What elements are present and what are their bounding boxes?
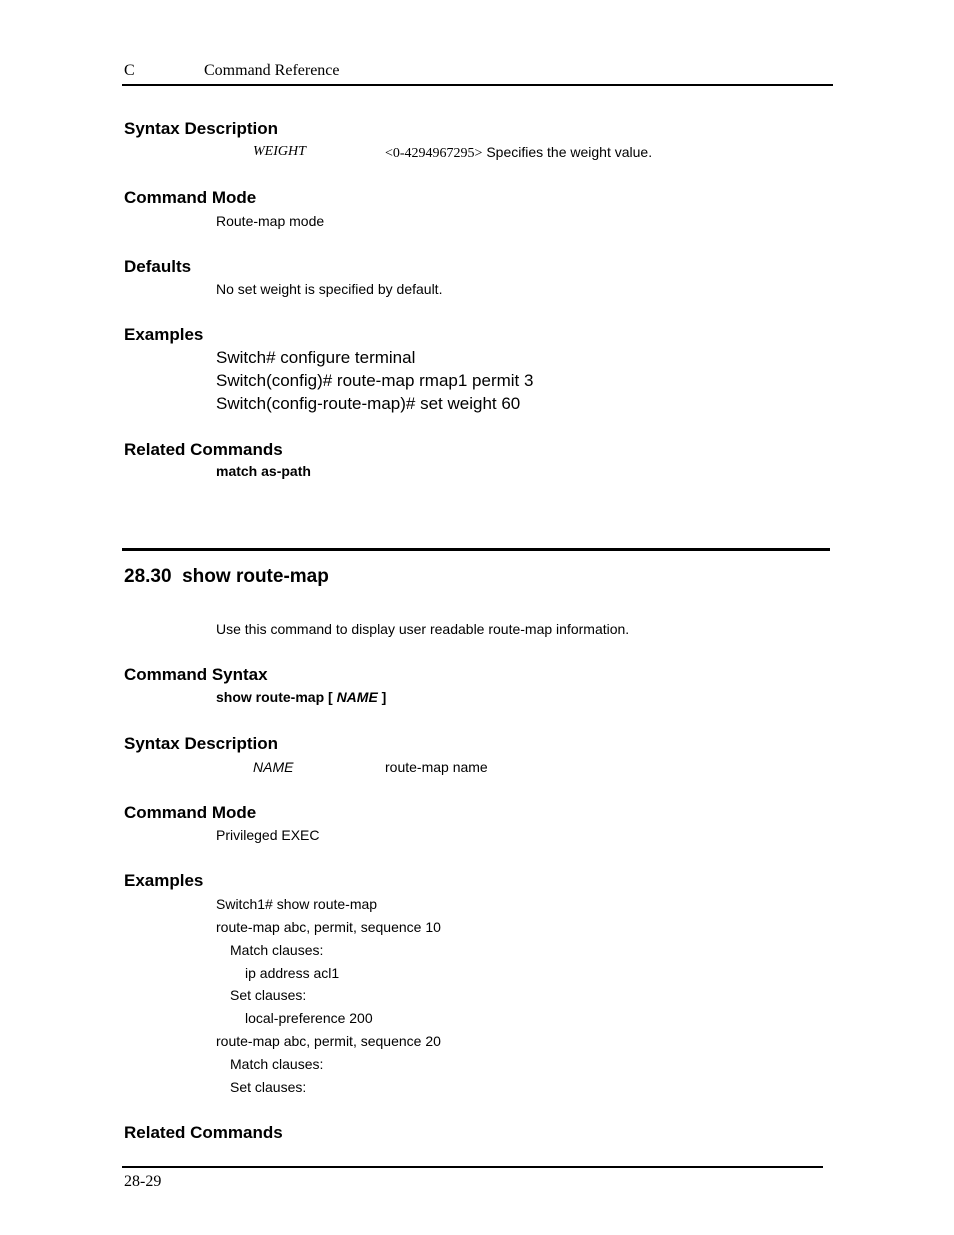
related-commands-heading: Related Commands: [124, 440, 283, 459]
command-mode-text: Route-map mode: [216, 213, 325, 229]
chapter-letter: C: [124, 62, 135, 79]
command-syntax-cmd: show route-map [: [216, 689, 337, 705]
header-rule: [122, 84, 833, 86]
section-intro: Use this command to display user readable route-map information.: [216, 621, 630, 637]
weight-range: <0-4294967295>: [385, 146, 483, 161]
examples-heading: Examples: [124, 325, 204, 344]
example-line: Switch1# show route-map: [216, 896, 378, 912]
related-commands-heading-2: Related Commands: [124, 1123, 283, 1142]
example-line: route-map abc, permit, sequence 20: [216, 1033, 441, 1049]
param-weight: WEIGHT: [253, 144, 306, 159]
param-name-desc: route-map name: [385, 759, 488, 775]
syntax-description-heading: Syntax Description: [124, 119, 278, 138]
example-line: local-preference 200: [245, 1010, 373, 1026]
defaults-text: No set weight is specified by default.: [216, 281, 443, 297]
example-line: Switch(config-route-map)# set weight 60: [216, 394, 521, 413]
param-weight-desc: [385, 144, 652, 162]
example-line: Set clauses:: [230, 987, 307, 1003]
command-mode-heading-2: Command Mode: [124, 803, 257, 822]
command-mode-text-2: Privileged EXEC: [216, 827, 320, 843]
defaults-heading: Defaults: [124, 257, 192, 276]
command-mode-heading: Command Mode: [124, 188, 257, 207]
example-line: ip address acl1: [245, 965, 340, 981]
example-line: Match clauses:: [230, 1056, 324, 1072]
section-rule: [122, 548, 830, 551]
examples-heading-2: Examples: [124, 871, 204, 890]
section-title: 28.30 show route-map: [124, 566, 329, 587]
footer-rule: [122, 1166, 823, 1168]
header-title: Command Reference: [204, 62, 340, 79]
syntax-description-heading-2: Syntax Description: [124, 734, 278, 753]
example-line: Switch# configure terminal: [216, 348, 416, 367]
example-line: Switch(config)# route-map rmap1 permit 3: [216, 371, 534, 390]
command-syntax-line: [216, 689, 386, 705]
example-line: Set clauses:: [230, 1079, 307, 1095]
example-line: Match clauses:: [230, 942, 324, 958]
param-name: NAME: [253, 759, 294, 775]
page-number: 28-29: [124, 1173, 162, 1190]
command-syntax-close: ]: [377, 689, 387, 705]
command-syntax-heading: Command Syntax: [124, 665, 268, 684]
command-syntax-arg: NAME: [336, 689, 378, 705]
weight-desc-text: Specifies the weight value.: [482, 144, 653, 160]
example-line: route-map abc, permit, sequence 10: [216, 919, 441, 935]
related-command-link[interactable]: match as-path: [216, 463, 311, 479]
